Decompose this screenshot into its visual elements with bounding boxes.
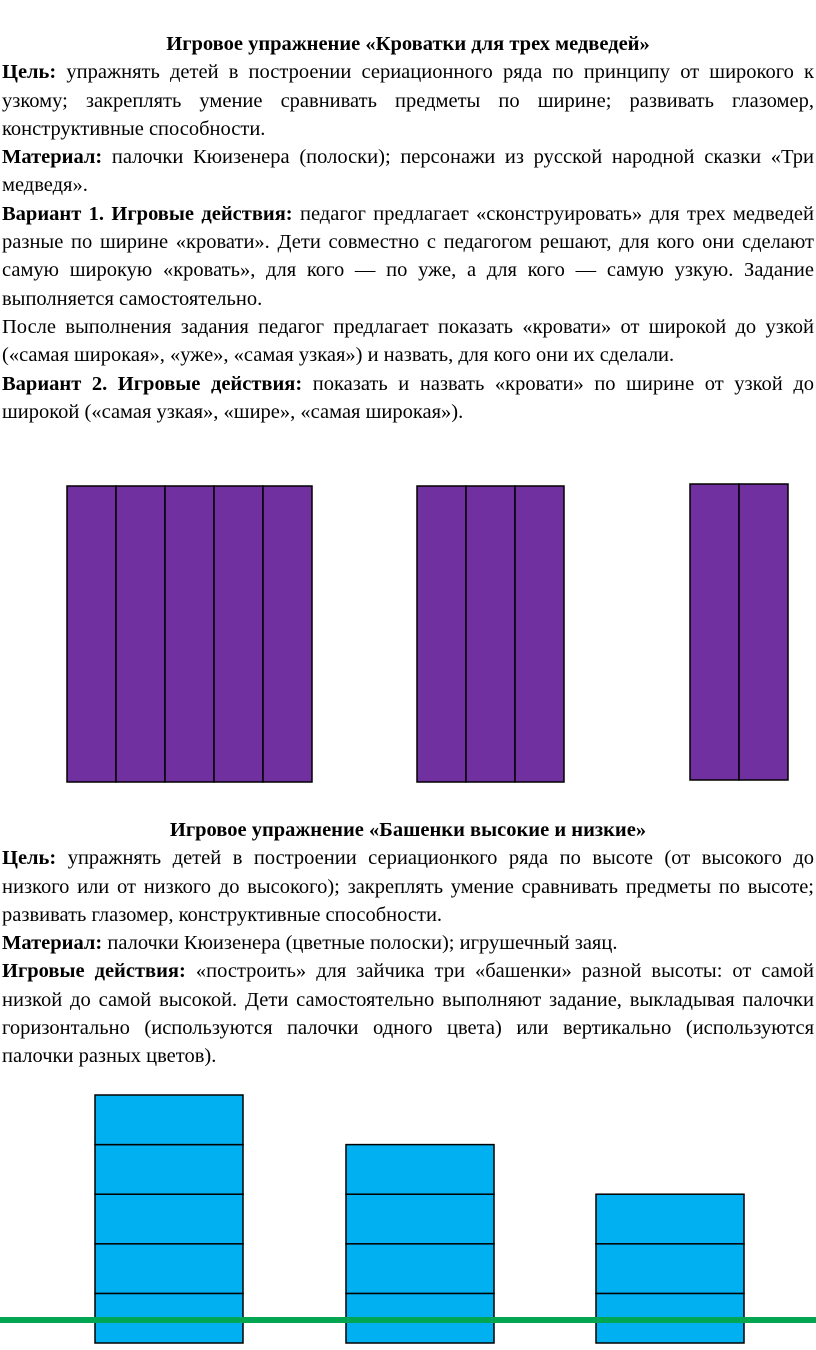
- tower-2-stick: [346, 1145, 494, 1195]
- section-1-text: [2, 30, 814, 426]
- towers-figure: [0, 1090, 816, 1350]
- goal-label: Цель:: [2, 61, 57, 84]
- ground-line: [0, 1317, 816, 1323]
- bed-1-stick: [67, 486, 116, 782]
- bed-2-stick: [466, 486, 515, 782]
- tower-1-stick: [95, 1145, 243, 1195]
- tower-3-stick: [596, 1194, 744, 1244]
- bed-1-stick: [214, 486, 263, 782]
- section-1-after: После выполнения задания педагог предлагает показать «кровати» от широкой до узкой («самая широкая», «уже», «самая узкая») и назвать, для кого они их сделали.: [2, 315, 814, 367]
- tower-3-stick: [596, 1244, 744, 1294]
- beds-illustration: [0, 476, 816, 791]
- bed-1-stick: [263, 486, 312, 782]
- section-1-goal: [2, 58, 814, 143]
- bed-2-stick: [417, 486, 466, 782]
- towers-illustration: [0, 1090, 816, 1350]
- variant-1-label: Вариант 1. Игровые действия:: [2, 202, 293, 225]
- tower-2-stick: [346, 1244, 494, 1294]
- beds-figure: [0, 476, 816, 791]
- section-1-material: [2, 143, 814, 200]
- bed-3-stick: [739, 484, 788, 780]
- actions-text: «построить» для зайчика три «башенки» разной высоты: от самой низкой до самой высокой. Дети самостоятельно выполняют задание, выкладывая палочки горизонтально (используются палочки одного цвета) или вертикально (используются палочки разных цветов).: [2, 960, 814, 1068]
- material-label: Материал:: [2, 146, 103, 169]
- material-label: Материал:: [2, 932, 103, 955]
- section-1-title: Игровое упражнение «Кроватки для трех медведей»: [166, 33, 650, 55]
- tower-1-stick: [95, 1194, 243, 1244]
- tower-1-stick: [95, 1244, 243, 1294]
- goal-label: Цель:: [2, 847, 57, 870]
- variant-1-text: педагог предлагает «сконструировать» для трех медведей разные по ширине «кровати». Дети совместно с педагогом решают, для кого они сделают самую широкую «кровать», для кого — по уже, а для кого — самую узкую. Задание выполняется самостоятельно.: [2, 202, 814, 310]
- goal-text: упражнять детей в построении сериационкого ряда по высоте (от высокого до низкого или от низкого до высокого); закреплять умение сравнивать предметы по высоте; развивать глазомер, конструктивные способности.: [2, 847, 814, 926]
- tower-1-stick: [95, 1095, 243, 1145]
- bed-3-stick: [690, 484, 739, 780]
- variant-2-label: Вариант 2. Игровые действия:: [2, 372, 303, 395]
- section-2-text: [2, 816, 814, 1071]
- section-2-actions: [2, 957, 814, 1070]
- section-2-material: [2, 929, 814, 957]
- bed-1-stick: [116, 486, 165, 782]
- variant-2-text: показать и назвать «кровати» по ширине от узкой до широкой («самая узкая», «шире», «самая широкая»).: [2, 372, 815, 423]
- tower-2-stick: [346, 1194, 494, 1244]
- goal-text: упражнять детей в построении сериационного ряда по принципу от широкого к узкому; закреплять умение сравнивать предметы по ширине; развивать глазомер, конструктивные способности.: [2, 61, 814, 140]
- section-1-variant-2: [2, 370, 814, 427]
- material-text: палочки Кюизенера (полоски); персонажи из русской народной сказки «Три медведя».: [2, 146, 814, 197]
- section-2-goal: [2, 844, 814, 929]
- material-text: палочки Кюизенера (цветные полоски); игрушечный заяц.: [102, 932, 618, 955]
- bed-1-stick: [165, 486, 214, 782]
- bed-2-stick: [515, 486, 564, 782]
- section-2-title: Игровое упражнение «Башенки высокие и низкие»: [169, 819, 647, 841]
- actions-label: Игровые действия:: [2, 960, 186, 983]
- section-1-variant-1: [2, 200, 814, 313]
